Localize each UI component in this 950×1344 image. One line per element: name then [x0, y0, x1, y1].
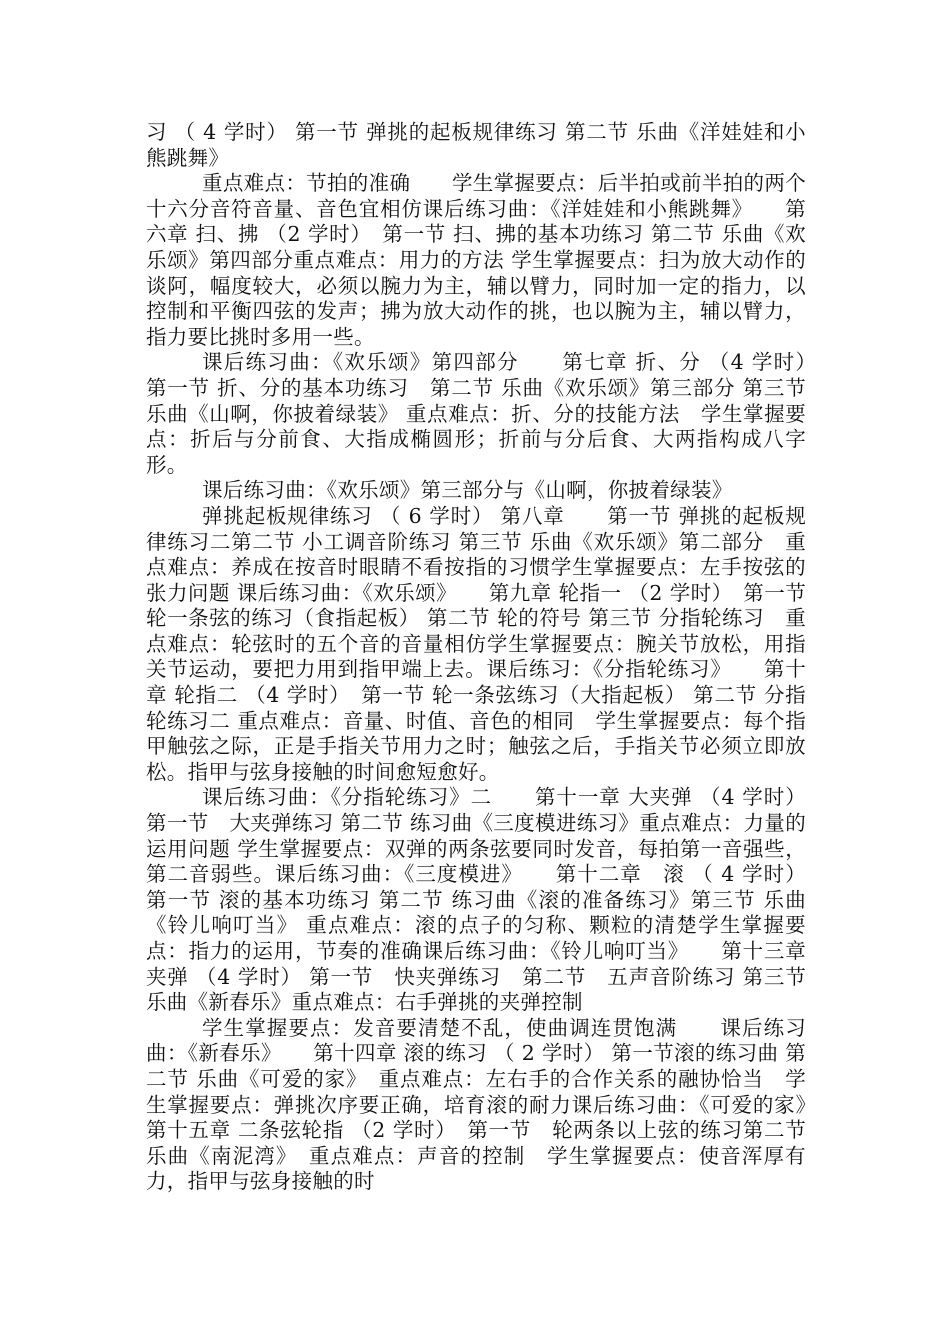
paragraph: 课后练习曲：《分指轮练习》二 第十一章 大夹弹 （4 学时） 第一节 大夹弹练习 第二节 练习曲《三度模进练习》重点难点：力量的运用问题 学生掌握要点：双弹的两条弦要同时发音，每拍第一音强些，第二音弱些。课后练习曲：《三度模进》 第十二章 滚 （ 4 学时） 第一节 滚的基本功练习 第二节 练习曲《滚的准备练习》第三节 乐曲《铃儿响叮当》 重点难点：滚的点子的匀称、颗粒的清楚学生掌握要点：指力的运用，节奏的准确课后练习曲：《铃儿响叮当》 第十三章 夹弹 （4 学时） 第一节 快夹弹练习 第二节 五声音阶练习 第三节 乐曲《新春乐》重点难点：右手弹挑的夹弹控制 — [146, 785, 806, 1015]
document-body — [146, 120, 848, 1195]
paragraph: 习 （ 4 学时） 第一节 弹挑的起板规律练习 第二节 乐曲《洋娃娃和小熊跳舞》 — [146, 120, 806, 170]
paragraph: 学生掌握要点：发音要清楚不乱，使曲调连贯饱满 课后练习曲：《新春乐》 第十四章 滚的练习 （ 2 学时） 第一节滚的练习曲 第二节 乐曲《可爱的家》 重点难点：左右手的合作关系的融协恰当 学生掌握要点：弹挑次序要正确，培育滚的耐力课后练习曲：《可爱的家》 第十五章 二条弦轮指 （2 学时） 第一节 轮两条以上弦的练习第二节 乐曲《南泥湾》 重点难点：声音的控制 学生掌握要点：使音浑厚有力，指甲与弦身接触的时 — [146, 1015, 848, 1194]
paragraph: 重点难点：节拍的准确 学生掌握要点：后半拍或前半拍的两个十六分音符音量、音色宜相仿课后练习曲：《洋娃娃和小熊跳舞》 第六章 扫、拂 （2 学时） 第一节 扫、拂的基本功练习 第二节 乐曲《欢乐颂》第四部分重点难点：用力的方法 学生掌握要点：扫为放大动作的谈阿，幅度较大，必须以腕力为主，辅以臂力，同时加一定的指力，以控制和平衡四弦的发声；拂为放大动作的挑，也以腕为主，辅以臂力，指力要比挑时多用一些。 — [146, 171, 806, 349]
paragraph: 课后练习曲：《欢乐颂》第三部分与《山啊，你披着绿装》 — [202, 478, 733, 503]
paragraph: 弹挑起板规律练习 （ 6 学时） 第八章 第一节 弹挑的起板规律练习二第二节 小工调音阶练习 第三节 乐曲《欢乐颂》第二部分 重点难点：养成在按音时眼睛不看按指的习惯学生掌握要点：左手按弦的张力问题 课后练习曲：《欢乐颂》 第九章 轮指一 （2 学时） 第一节 轮一条弦的练习（食指起板） 第二节 轮的符号 第三节 分指轮练习 重点难点：轮弦时的五个音的音量相仿学生掌握要点：腕关节放松，用指关节运动，要把力用到指甲端上去。课后练习：《分指轮练习》 第十章 轮指二 （4 学时） 第一节 轮一条弦练习（大指起板） 第二节 分指轮练习二 重点难点：音量、时值、音色的相同 学生掌握要点：每个指甲触弦之际，正是手指关节用力之时；触弦之后，手指关节必须立即放松。指甲与弦身接触的时间愈短愈好。 — [146, 503, 806, 784]
paragraph: 课后练习曲：《欢乐颂》第四部分 第七章 折、分 （4 学时） 第一节 折、分的基本功练习 第二节 乐曲《欢乐颂》第三部分 第三节 乐曲《山啊，你披着绿装》 重点难点：折、分的技能方法 学生掌握要点：折后与分前食、大指成椭圆形；折前与分后食、大两指构成八字形。 — [146, 350, 827, 477]
